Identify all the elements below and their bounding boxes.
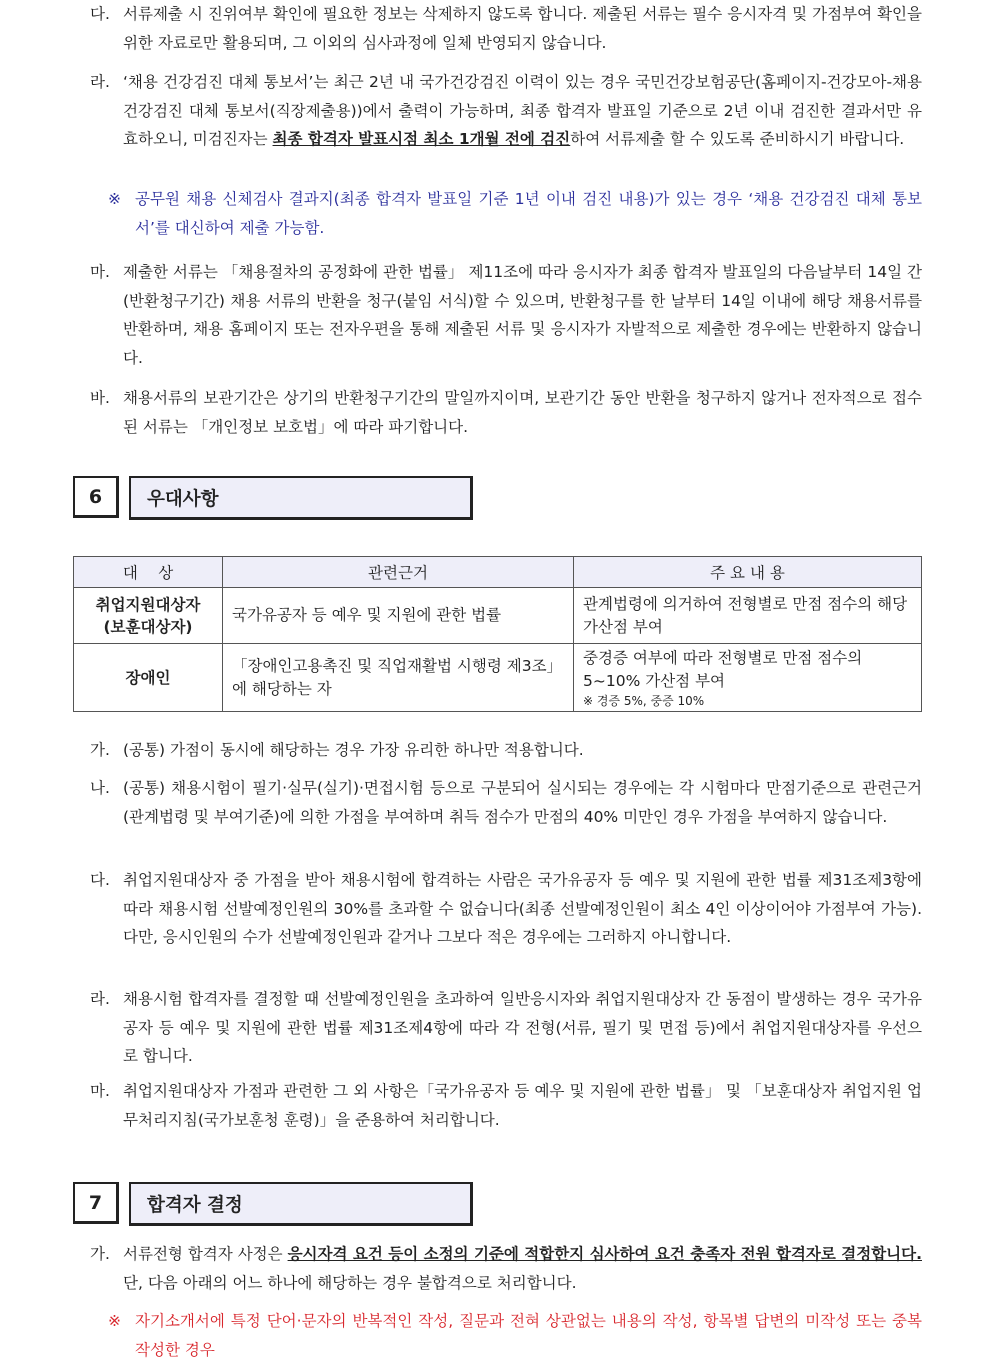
list-item-na [90, 774, 922, 831]
note-marker: ※ [108, 190, 121, 208]
list-marker: 다. [90, 5, 110, 23]
list-item-text: (공통) 채용시험이 필기·실무(실기)·면접시험 등으로 구분되어 실시되는 경우에는 각 시험마다 만점기준으로 관련근거(관계법령 및 부여기준)에 의한 가점을 부여하며 취득 점수가 만점의 40% 미만인 경우 가점을 부여하지 않습니다. [123, 779, 922, 826]
target-line: (보훈대상자) [103, 617, 193, 636]
list-item-text: 취업지원대상자 중 가점을 받아 채용시험에 합격하는 사람은 국가유공자 등 예우 및 지원에 관한 법률 제31조제3항에 따라 채용시험 선발예정인원의 30%를 초과할 수 없습니다(최종 선발예정인원이 최소 4인 이상이어야 가점부여 가능). 다만, 응시인원의 수가 선발예정인원과 같거나 그보다 적은 경우에는 그러하지 아니합니다. [123, 871, 922, 946]
list-item-ma [90, 258, 922, 372]
preference-table [73, 556, 922, 712]
list-item-text [90, 1240, 922, 1297]
header-content: 주 요 내 용 [574, 557, 922, 588]
cell-target: 장애인 [74, 644, 223, 712]
list-item-ma2 [90, 1077, 922, 1134]
emphasized-text: 최종 합격자 발표시점 최소 1개월 전에 검진 [272, 130, 571, 148]
note-text: 자기소개서에 특정 단어·문자의 반복적인 작성, 질문과 전혀 상관없는 내용의 작성, 항목별 답변의 미작성 또는 중복 작성한 경우 [135, 1312, 922, 1359]
text-run: 하여 서류제출 할 수 있도록 준비하시기 바랍니다. [570, 130, 905, 148]
list-marker: 라. [90, 73, 110, 91]
cell-content-text: 중경증 여부에 따라 전형별로 만점 점수의 5~10% 가산점 부여 [583, 648, 863, 690]
list-item-ra2 [90, 985, 922, 1071]
cell-basis: 국가유공자 등 예우 및 지원에 관한 법률 [223, 588, 574, 644]
list-item-text: 제출한 서류는 「채용절차의 공정화에 관한 법률」 제11조에 따라 응시자가 최종 합격자 발표일의 다음날부터 14일 간(반환청구기간) 채용 서류의 반환을 청구(붙임 서식)할 수 있으며, 반환청구를 한 날부터 14일 이내에 해당 채용서류를 반환하며, 채용 홈페이지 또는 전자우편을 통해 제출된 서류 및 응시자가 자발적으로 제출한 경우에는 반환하지 않습니다. [123, 263, 922, 367]
reference-note [108, 185, 922, 242]
list-item-text: 채용시험 합격자를 결정할 때 선발예정인원을 초과하여 일반응시자와 취업지원대상자 간 동점이 발생하는 경우 국가유공자 등 예우 및 지원에 관한 법률 제31조제4항에 따라 각 전형(서류, 필기 및 면접 등)에서 취업지원대상자를 우선으로 합니다. [123, 990, 922, 1065]
section-number: 6 [73, 476, 119, 518]
table-row [74, 588, 922, 644]
cell-content [574, 644, 922, 712]
section-title: 우대사항 [129, 476, 473, 520]
list-item-text: (공통) 가점이 동시에 해당하는 경우 가장 유리한 하나만 적용합니다. [123, 741, 584, 759]
note-text: 공무원 채용 신체검사 결과지(최종 합격자 발표일 기준 1년 이내 검진 내용)가 있는 경우 ‘채용 건강검진 대체 통보서’를 대신하여 제출 가능함. [135, 190, 922, 237]
header-target: 대 상 [74, 557, 223, 588]
list-marker: 라. [90, 990, 110, 1008]
text-run: 서류전형 합격자 사정은 [123, 1245, 288, 1263]
text-run: ‘채용 건강검진 대체 통보서’는 최근 2년 내 국가건강검진 이력이 있는 경우 국민건강보험공단(홈페이지-건강모아-채용 건강검진 대체 통보서(직장제출용))에서 출력이 가능하며, 최종 합격자 발표일 기준으로 2년 이내 검진한 결과서만 유효하오니, 미검진자는 [123, 73, 922, 148]
cell-footnote: ※ 경증 5%, 중증 10% [583, 693, 705, 708]
list-item-text: 취업지원대상자 가점과 관련한 그 외 사항은「국가유공자 등 예우 및 지원에 관한 법률」 및 「보훈대상자 취업지원 업무처리지침(국가보훈청 훈령)」을 준용하여 처리합니다. [123, 1082, 922, 1129]
list-marker: 가. [90, 741, 110, 759]
list-marker: 다. [90, 871, 110, 889]
warning-note [108, 1307, 922, 1364]
list-marker: 바. [90, 389, 110, 407]
list-item-da2 [90, 866, 922, 952]
list-item-text: 서류제출 시 진위여부 확인에 필요한 정보는 삭제하지 않도록 합니다. 제출된 서류는 필수 응시자격 및 가점부여 확인을 위한 자료로만 활용되며, 그 이외의 심사과정에 일체 반영되지 않습니다. [123, 5, 922, 52]
list-marker: 나. [90, 779, 110, 797]
list-item-ra [90, 68, 922, 154]
emphasized-text: 응시자격 요건 등이 소정의 기준에 적합한지 심사하여 요건 충족자 전원 합격자로 결정합니다. [287, 1245, 922, 1263]
section-title: 합격자 결정 [129, 1182, 473, 1226]
list-item-ga2 [90, 1240, 922, 1297]
table-header-row [74, 557, 922, 588]
list-marker: 마. [90, 263, 110, 281]
list-item-da [90, 0, 922, 57]
list-item-text [90, 68, 922, 154]
target-line: 취업지원대상자 [95, 595, 201, 614]
cell-content: 관계법령에 의거하여 전형별로 만점 점수의 해당 가산점 부여 [574, 588, 922, 644]
cell-target [74, 588, 223, 644]
list-marker: 가. [90, 1245, 110, 1263]
list-marker: 마. [90, 1082, 110, 1100]
header-basis: 관련근거 [223, 557, 574, 588]
note-marker: ※ [108, 1312, 121, 1330]
text-run: 단, 다음 아래의 어느 하나에 해당하는 경우 불합격으로 처리합니다. [123, 1273, 577, 1292]
cell-basis: 「장애인고용촉진 및 직업재활법 시행령 제3조」에 해당하는 자 [223, 644, 574, 712]
list-item-ba [90, 384, 922, 441]
section-number: 7 [73, 1182, 119, 1224]
list-item-text: 채용서류의 보관기간은 상기의 반환청구기간의 말일까지이며, 보관기간 동안 반환을 청구하지 않거나 전자적으로 접수된 서류는 「개인정보 보호법」에 따라 파기합니다. [123, 389, 922, 436]
table-row [74, 644, 922, 712]
list-item-ga [90, 736, 922, 765]
